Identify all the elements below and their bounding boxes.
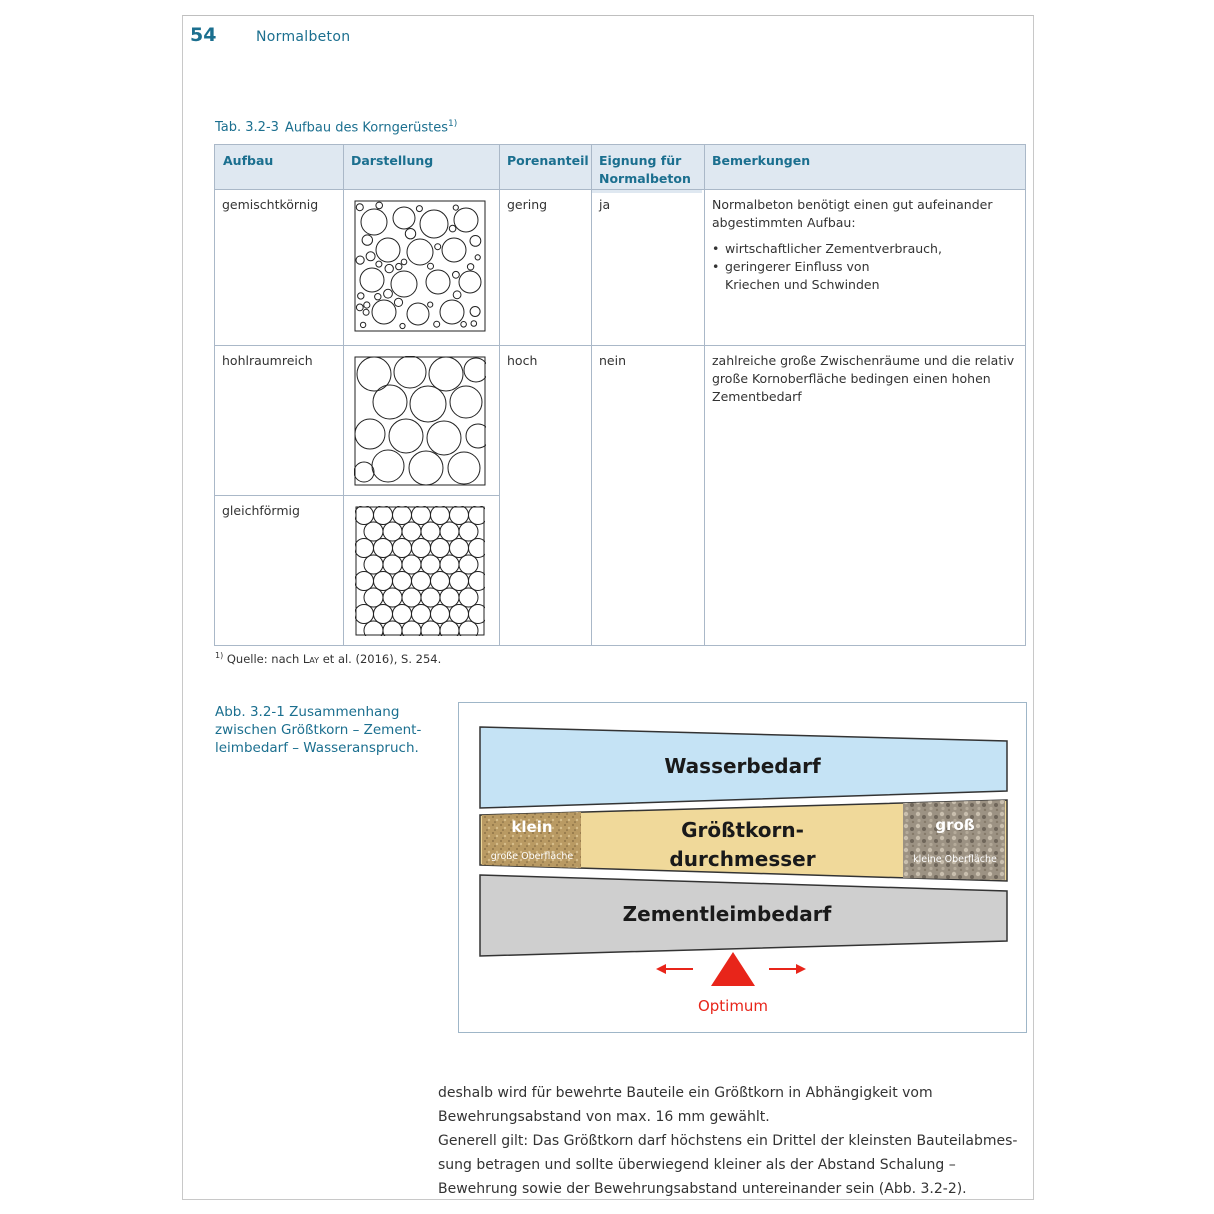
grain-circle [412, 572, 431, 591]
grain-circle [431, 605, 450, 624]
row2-eignung: nein [599, 353, 627, 368]
label-zementleimbedarf: Zementleimbedarf [622, 902, 832, 926]
grain-circle [428, 263, 434, 269]
table-title: Aufbau des Korngerüstes [284, 120, 449, 136]
grain-circle [394, 298, 402, 306]
grain-circle [355, 506, 374, 525]
table-border-left [214, 144, 215, 646]
header-bemerkungen: Bemerkungen [705, 147, 905, 175]
table-border-right [1025, 144, 1026, 646]
grain-circle [393, 506, 412, 525]
grain-circle [427, 421, 461, 455]
table-header-divider [214, 189, 1026, 190]
table-col-divider [343, 144, 344, 646]
grain-circle [435, 244, 441, 250]
grain-circle [459, 271, 481, 293]
grain-circle [374, 539, 393, 558]
grain-circle [384, 289, 393, 298]
illustration-frame [356, 507, 484, 635]
table-col-divider [591, 144, 592, 646]
grain-circle [431, 572, 450, 591]
grain-circle [471, 321, 477, 327]
grain-circle [396, 263, 402, 269]
grain-circle [459, 522, 478, 541]
table-border-top [214, 144, 1026, 145]
korngeruest-table [214, 144, 1026, 646]
grain-circle [407, 239, 433, 265]
row1-bullet: • geringerer Einfluss von Kriechen und Schwinden [712, 258, 895, 294]
grain-circle [360, 268, 384, 292]
body-text [438, 1081, 1018, 1201]
grain-circle [434, 321, 440, 327]
table-caption-footnote-mark: 1) [448, 119, 458, 129]
label-groesstkorn-line2: durchmesser [669, 847, 816, 871]
grain-circle [453, 205, 458, 210]
figure-box [458, 702, 1027, 1033]
running-header: Normalbeton [256, 29, 351, 45]
footnote-suffix: et al. (2016), S. 254. [319, 651, 442, 666]
grain-circle [383, 555, 402, 574]
grain-circle [409, 451, 443, 485]
grain-circle [364, 588, 383, 607]
grain-circle [372, 300, 396, 324]
body-paragraph: Generell gilt: Das Größtkorn darf höchstens ein Drittel der kleinsten Bauteilabmessung betragen und sollte überwiegend kleiner als der Abstand Schalung – Bewehrung sowie der Bewehrungsabstand untereinander sein (Abb. 3.2-2). [438, 1133, 1018, 1197]
grain-circle [376, 261, 382, 267]
label-gross: groß [935, 816, 975, 834]
grain-circle [440, 621, 459, 636]
grain-circle [407, 303, 429, 325]
table-col-divider [499, 144, 500, 646]
grain-circle [405, 229, 415, 239]
row1-porenanteil: gering [507, 197, 548, 212]
table-row-divider [214, 345, 1026, 346]
table-footnote [215, 651, 441, 666]
row1-eignung: ja [599, 197, 611, 212]
grain-circle [364, 522, 383, 541]
grain-circle [356, 304, 363, 311]
grain-circle [358, 293, 364, 299]
grain-circle [383, 522, 402, 541]
grain-circle [361, 209, 387, 235]
grain-circle [442, 238, 466, 262]
grain-circle [449, 225, 456, 232]
grain-circle [469, 506, 486, 525]
row1-aufbau: gemischtkörnig [222, 197, 319, 212]
grain-circle [355, 539, 374, 558]
grain-circle [393, 539, 412, 558]
grain-circle [450, 539, 469, 558]
grain-circle [362, 235, 372, 245]
footnote-author: Lay [302, 651, 320, 666]
grain-circle [400, 323, 405, 328]
label-groesstkorn-line1: Größtkorn- [681, 818, 804, 842]
page-number: 54 [190, 24, 217, 46]
grain-circle [426, 270, 450, 294]
grain-circle [450, 605, 469, 624]
row1-bullet-list [712, 240, 1016, 294]
label-klein: klein [511, 818, 553, 836]
grain-circle [459, 588, 478, 607]
grain-circle [363, 309, 369, 315]
left-arrow-head [656, 964, 666, 974]
grain-circle [410, 386, 446, 422]
grain-circle [412, 605, 431, 624]
grain-circle [355, 572, 374, 591]
row3-aufbau: gleichförmig [222, 503, 300, 518]
table-row-divider-partial [214, 495, 499, 496]
grain-circle [360, 322, 365, 327]
footnote-prefix: Quelle: nach [226, 651, 303, 666]
grain-circle [393, 572, 412, 591]
label-optimum: Optimum [697, 997, 769, 1015]
grain-circle [393, 605, 412, 624]
grain-circle [453, 271, 460, 278]
row1-bemerkung-intro: Normalbeton benötigt einen gut aufeinander abgestimmten Aufbau: [712, 197, 993, 230]
header-porenanteil: Porenanteil [500, 147, 590, 175]
grain-circle [366, 252, 375, 261]
grain-circle [428, 302, 433, 307]
table-caption [215, 119, 457, 135]
grain-circle [354, 462, 374, 482]
body-paragraph: deshalb wird für bewehrte Bauteile ein Größtkorn in Abhängigkeit vom Bewehrungsabstand von max. 16 mm gewählt. [438, 1085, 933, 1125]
grain-circle [450, 572, 469, 591]
label-kleine-oberflaeche: kleine Oberfläche [913, 854, 997, 865]
uniform-grain-packing-illustration [355, 506, 485, 636]
grain-circle [470, 236, 481, 247]
table-number: Tab. 3.2-3 [215, 120, 279, 136]
grain-circle [450, 386, 482, 418]
grain-circle [376, 238, 400, 262]
grain-circle [375, 294, 381, 300]
grain-circle [402, 522, 421, 541]
label-wasserbedarf: Wasserbedarf [664, 754, 821, 778]
grain-circle [401, 259, 407, 265]
grain-circle [466, 424, 486, 448]
grain-circle [440, 522, 459, 541]
grain-circle [420, 210, 448, 238]
grain-circle [402, 555, 421, 574]
grain-circle [402, 621, 421, 636]
grain-circle [429, 357, 463, 391]
grain-circle [402, 588, 421, 607]
grain-circle [374, 572, 393, 591]
grain-circle [421, 522, 440, 541]
header-darstellung: Darstellung [344, 147, 494, 175]
header-eignung: Eignung für Normalbeton [592, 147, 702, 193]
grain-circle [421, 621, 440, 636]
grain-circle [364, 555, 383, 574]
grain-circle [355, 419, 385, 449]
grain-circle [453, 291, 461, 299]
grain-circle [475, 255, 480, 260]
table-border-bottom [214, 645, 1026, 646]
grain-circle [394, 356, 426, 388]
grain-circle [454, 208, 478, 232]
grain-circle [440, 555, 459, 574]
label-grosse-oberflaeche: große Oberfläche [490, 851, 574, 862]
grain-circle [469, 572, 486, 591]
grain-circle [431, 506, 450, 525]
grain-circle [372, 450, 404, 482]
grain-circle [431, 539, 450, 558]
grain-circle [459, 621, 478, 636]
optimum-triangle [711, 952, 755, 986]
grain-circle [469, 539, 486, 558]
grain-circle [376, 202, 383, 209]
grain-circle [383, 621, 402, 636]
grain-circle [374, 605, 393, 624]
grain-circle [470, 307, 480, 317]
footnote-mark: 1) [215, 651, 224, 660]
grain-circle [467, 264, 473, 270]
grain-circle [391, 271, 417, 297]
grain-circle [448, 452, 480, 484]
grain-circle [459, 555, 478, 574]
grain-circle [373, 385, 407, 419]
figure-caption: Abb. 3.2-1 Zusammenhang zwischen Größtkorn – Zementleimbedarf – Wasseranspruch. [215, 704, 422, 756]
grain-circle [364, 302, 370, 308]
grain-circle [421, 588, 440, 607]
header-aufbau: Aufbau [216, 147, 341, 175]
grain-circle [461, 322, 467, 328]
grain-circle [469, 605, 486, 624]
row1-bemerkung [705, 191, 1023, 299]
grain-circle [412, 539, 431, 558]
grain-circle [421, 555, 440, 574]
grain-circle [374, 506, 393, 525]
grain-circle [356, 204, 363, 211]
grain-circle [450, 506, 469, 525]
grain-circle [440, 300, 464, 324]
grain-circle [464, 358, 486, 382]
row1-bullet: • wirtschaftlicher Zementverbrauch, [712, 240, 1016, 258]
grain-circle [355, 605, 374, 624]
row2-porenanteil: hoch [507, 353, 538, 368]
grain-circle [440, 588, 459, 607]
grain-circle [356, 256, 364, 264]
grain-circle [383, 588, 402, 607]
grain-circle [389, 419, 423, 453]
row2-bemerkung: zahlreiche große Zwischenräume und die relativ große Kornoberfläche bedingen einen hohen Zementbedarf [712, 353, 1015, 404]
grain-circle [364, 621, 383, 636]
grain-circle [385, 264, 393, 272]
mixed-grain-packing-illustration [354, 200, 486, 332]
hollow-grain-packing-illustration [354, 356, 486, 486]
row2-aufbau: hohlraumreich [222, 353, 313, 368]
grain-circle [412, 506, 431, 525]
grain-circle [393, 207, 415, 229]
grain-circle [416, 206, 422, 212]
right-arrow-head [796, 964, 806, 974]
